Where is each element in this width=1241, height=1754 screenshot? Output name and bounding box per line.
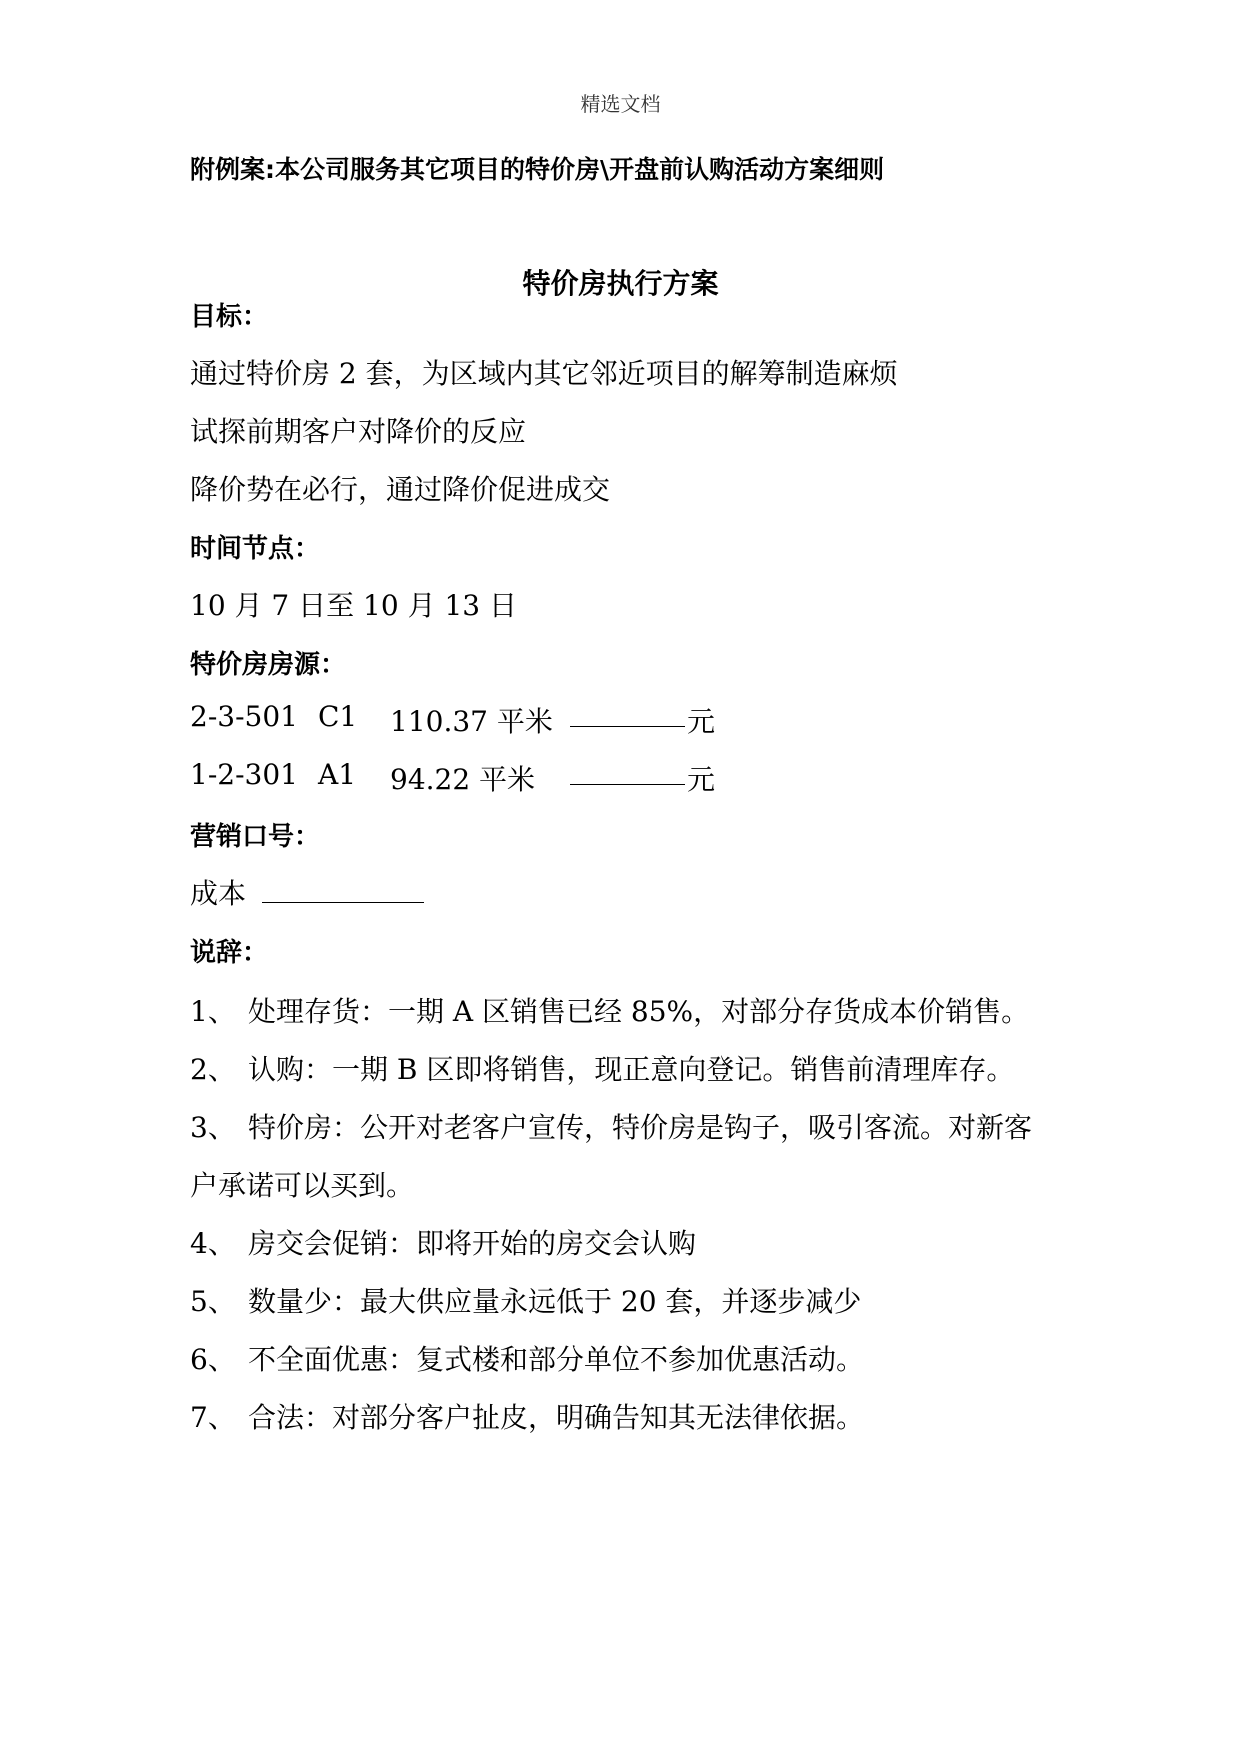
speech-item-text: 数量少：最大供应量永远低于 20 套，并逐步减少 — [248, 1285, 862, 1318]
house-currency: 元 — [687, 705, 716, 738]
house-unit: 2-3-501 — [190, 700, 298, 733]
goal-heading: 目标： — [190, 302, 269, 332]
speech-item-text: 不全面优惠：复式楼和部分单位不参加优惠活动。 — [248, 1343, 865, 1376]
speech-item-text: 特价房：公开对老客户宣传，特价房是钩子，吸引客流。对新客 — [248, 1111, 1033, 1144]
speech-item-text: 认购：一期 B 区即将销售，现正意向登记。销售前清理库存。 — [248, 1053, 1015, 1086]
speech-item-number: 5、 — [190, 1285, 236, 1318]
speech-item-continuation: 户承诺可以买到。 — [190, 1169, 415, 1202]
speech-item-text: 合法：对部分客户扯皮，明确告知其无法律依据。 — [248, 1401, 865, 1434]
house-unit: 1-2-301 — [190, 758, 298, 791]
house-currency: 元 — [687, 763, 716, 796]
speech-item-number: 4、 — [190, 1227, 236, 1260]
house-area: 94.22 平米 — [390, 763, 536, 796]
house-type: A1 — [318, 758, 357, 791]
goal-item: 通过特价房 2 套，为区域内其它邻近项目的解筹制造麻烦 — [190, 357, 898, 390]
goal-item: 降价势在必行，通过降价促进成交 — [190, 473, 611, 506]
price-blank — [570, 758, 685, 792]
speech-item-number: 3、 — [190, 1111, 236, 1144]
time-heading: 时间节点： — [190, 534, 321, 564]
time-value: 10 月 7 日至 10 月 13 日 — [190, 589, 518, 622]
slogan-label: 成本 — [190, 877, 247, 910]
speech-item-text: 处理存货：一期 A 区销售已经 85%，对部分存货成本价销售。 — [248, 995, 1030, 1028]
goal-item: 试探前期客户对降价的反应 — [190, 415, 527, 448]
house-area: 110.37 平米 — [390, 705, 553, 738]
speech-item-number: 7、 — [190, 1401, 236, 1434]
slogan-heading: 营销口号： — [190, 822, 321, 852]
document-title: 特价房执行方案 — [522, 267, 719, 300]
house-type: C1 — [318, 700, 358, 733]
price-blank — [570, 700, 685, 734]
speech-item-number: 1、 — [190, 995, 236, 1028]
houses-heading: 特价房房源： — [190, 650, 347, 680]
page-header: 精选文档 — [580, 92, 661, 116]
annex-heading: 附例案:本公司服务其它项目的特价房\开盘前认购活动方案细则 — [190, 155, 885, 184]
slogan-blank — [262, 876, 424, 903]
speech-item-text: 房交会促销：即将开始的房交会认购 — [248, 1227, 697, 1260]
speech-item-number: 6、 — [190, 1343, 236, 1376]
speech-item-number: 2、 — [190, 1053, 236, 1086]
speech-heading: 说辞： — [190, 938, 269, 968]
slogan-line — [190, 872, 424, 912]
